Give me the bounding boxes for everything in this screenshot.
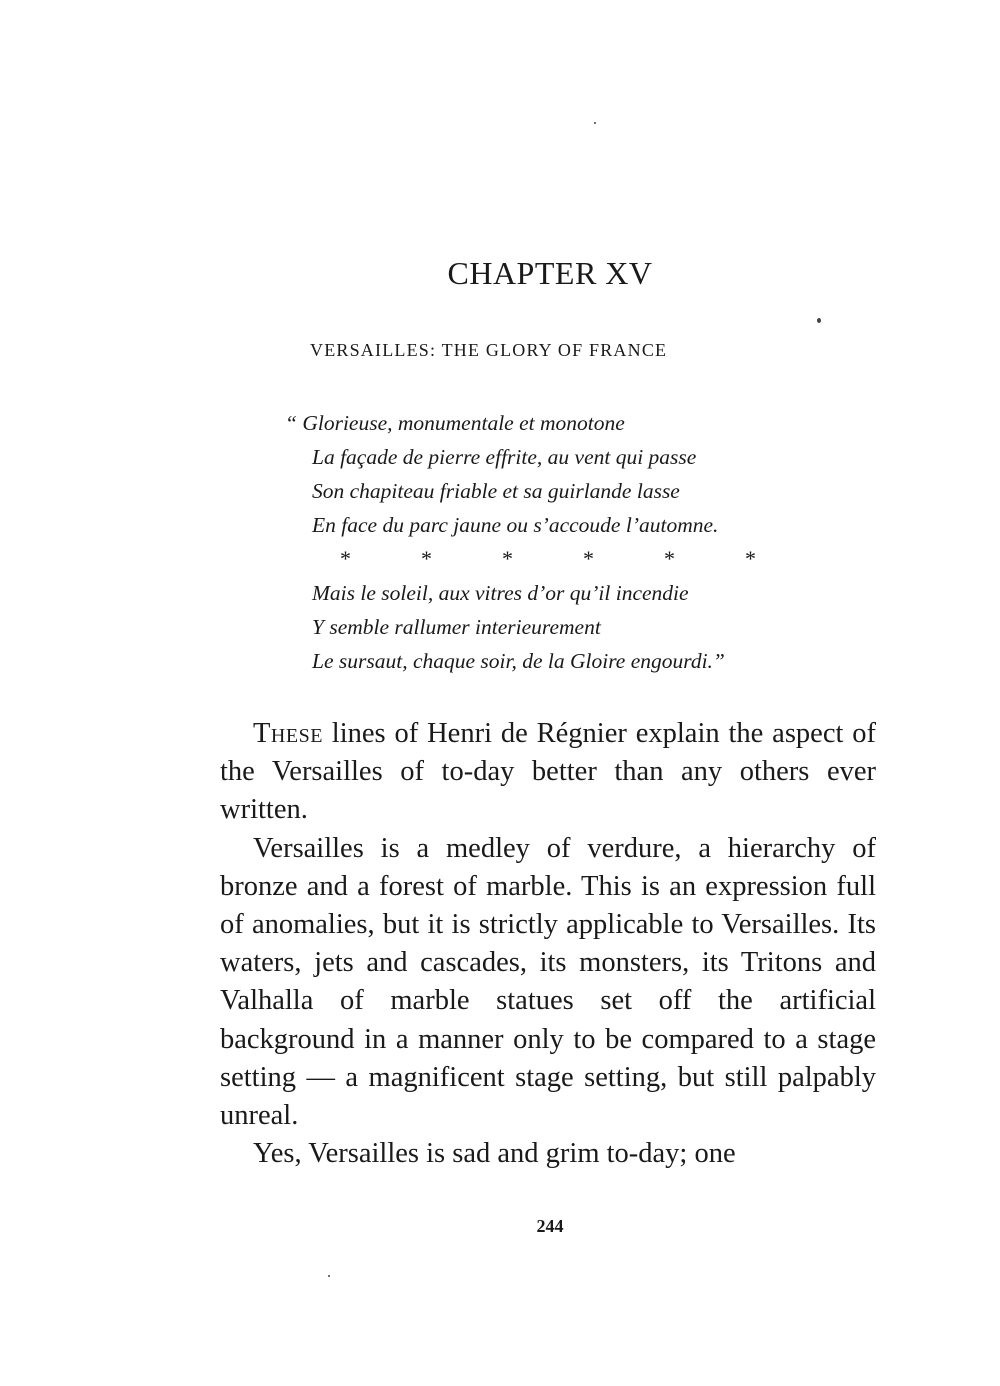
body-text — [220, 715, 876, 1173]
chapter-title: CHAPTER XV — [447, 255, 653, 291]
poem-line: Mais le soleil, aux vitres d’or qu’il incendie — [312, 581, 689, 605]
asterisk: * — [340, 546, 351, 571]
poem-line: Le sursaut, chaque soir, de la Gloire engourdi.” — [312, 649, 725, 673]
poem-line: La façade de pierre effrite, au vent qui passe — [312, 445, 697, 469]
paragraph — [220, 715, 876, 830]
stanza-break-asterisks — [285, 542, 885, 576]
page-number: 244 — [536, 1216, 564, 1236]
paragraph-text: lines of Henri de Régnier explain the aspect of the Versailles of to-day better than any others ever written. — [220, 718, 876, 826]
paragraph: Yes, Versailles is sad and grim to-day; one — [253, 1138, 736, 1170]
poem-line: En face du parc jaune ou s’accoude l’automne. — [312, 513, 719, 537]
scan-speck — [594, 122, 596, 124]
asterisk: * — [664, 546, 675, 571]
asterisk: * — [421, 546, 432, 571]
poem-line: Y semble rallumer interieurement — [312, 615, 601, 639]
epigraph-poem — [285, 406, 885, 678]
poem-line: “ Glorieuse, monumentale et monotone — [285, 411, 625, 435]
lead-in-word: These — [253, 718, 323, 749]
asterisk: * — [745, 546, 756, 571]
asterisk: * — [583, 546, 594, 571]
scan-speck — [328, 1275, 330, 1277]
scan-speck — [817, 318, 821, 323]
paragraph: Versailles is a medley of verdure, a hierarchy of bronze and a forest of marble. This is an expression full of anomalies, but it is strictly applicable to Versailles. Its waters, jets and cascades, its monsters, its Tritons and Valhalla of marble statues set off the artificial background in a manner only to be compared to a stage setting — a magnificent stage setting, but still palpably unreal. — [220, 832, 876, 1132]
asterisk: * — [502, 546, 513, 571]
poem-line: Son chapiteau friable et sa guirlande lasse — [312, 479, 680, 503]
chapter-subtitle: VERSAILLES: THE GLORY OF FRANCE — [310, 340, 668, 360]
